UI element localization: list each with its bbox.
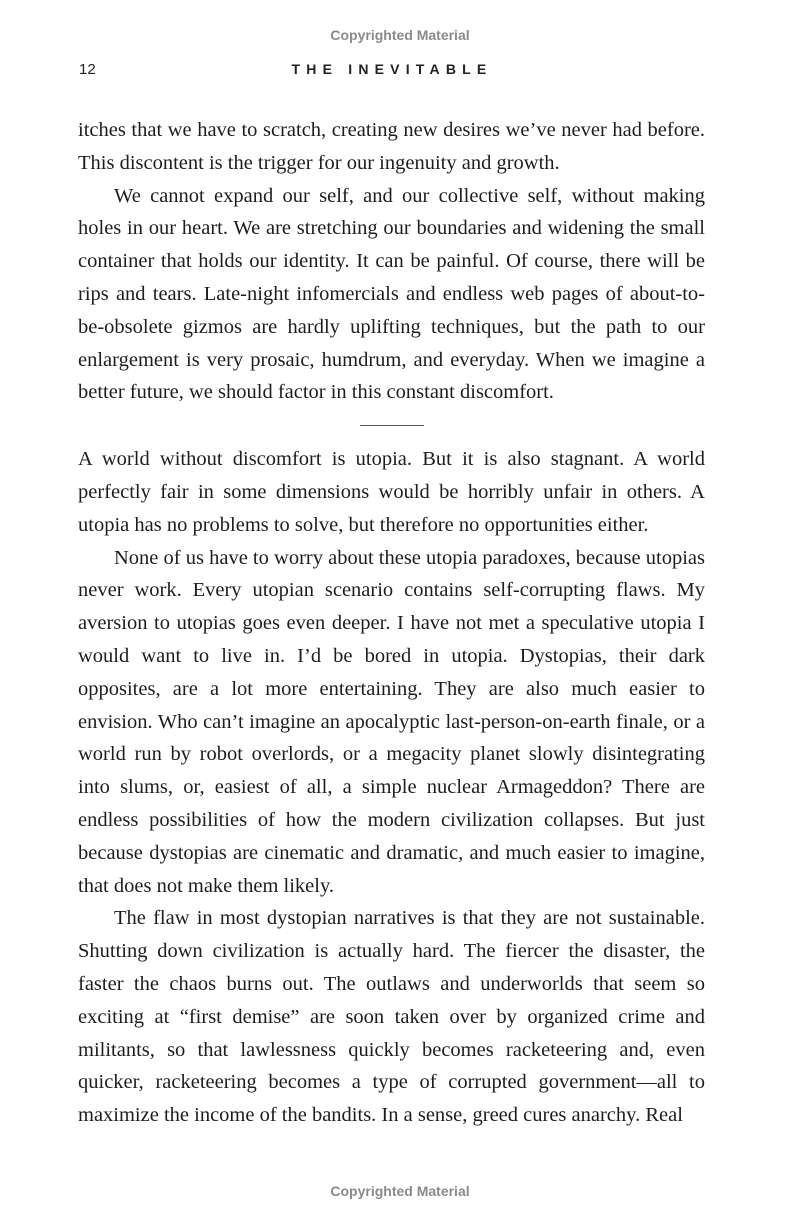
page-number: 12 xyxy=(79,61,96,78)
section-break-rule xyxy=(360,425,424,426)
copyright-watermark-bottom: Copyrighted Material xyxy=(330,1183,470,1199)
paragraph-1: itches that we have to scratch, creating new desires we’ve never had before. This discontent is the trigger for our ingenuity and growth. xyxy=(78,119,705,174)
page-body xyxy=(78,114,705,1132)
paragraph-5: The flaw in most dystopian narratives is that they are not sustainable. Shutting down civilization is actually hard. The fiercer the disaster, the faster the chaos burns out. The outlaws and underworlds that seem so exciting at “first demise” are soon taken over by organized crime and militants, so that lawlessness quickly becomes racketeering and, even quicker, racketeering becomes a type of corrupted government—all to maximize the income of the bandits. In a sense, greed cures anarchy. Real xyxy=(78,907,705,1127)
paragraph-4: None of us have to worry about these utopia paradoxes, because utopias never work. Every utopian scenario contains self-corrupting flaws. My aversion to utopias goes even deeper. I have not met a speculative utopia I would want to live in. I’d be bored in utopia. Dystopias, their dark opposites, are a lot more entertaining. They are also much easier to envision. Who can’t imagine an apocalyptic last-person-on-earth finale, or a world run by robot overlords, or a megacity planet slowly disintegrating into slums, or, easiest of all, a simple nuclear Armageddon? There are endless possibilities of how the modern civilization collapses. But just because dystopias are cinematic and dramatic, and much easier to imagine, that does not make them likely. xyxy=(78,546,705,897)
paragraph-2: We cannot expand our self, and our collective self, without making holes in our heart. We are stretching our boundaries and widening the small container that holds our identity. It can be painful. Of course, there will be rips and tears. Late-night infomercials and endless web pages of about-to-be-obsolete gizmos are hardly uplifting techniques, but the path to our enlargement is very prosaic, humdrum, and everyday. When we imagine a better future, we should factor in this constant discomfort. xyxy=(78,184,705,404)
book-title: THE INEVITABLE xyxy=(291,61,493,77)
copyright-watermark-top: Copyrighted Material xyxy=(330,27,470,43)
running-header xyxy=(79,61,705,81)
paragraph-3: A world without discomfort is utopia. But it is also stagnant. A world perfectly fair in some dimensions would be horribly unfair in others. A utopia has no problems to solve, but therefore no opportunities either. xyxy=(78,448,705,536)
